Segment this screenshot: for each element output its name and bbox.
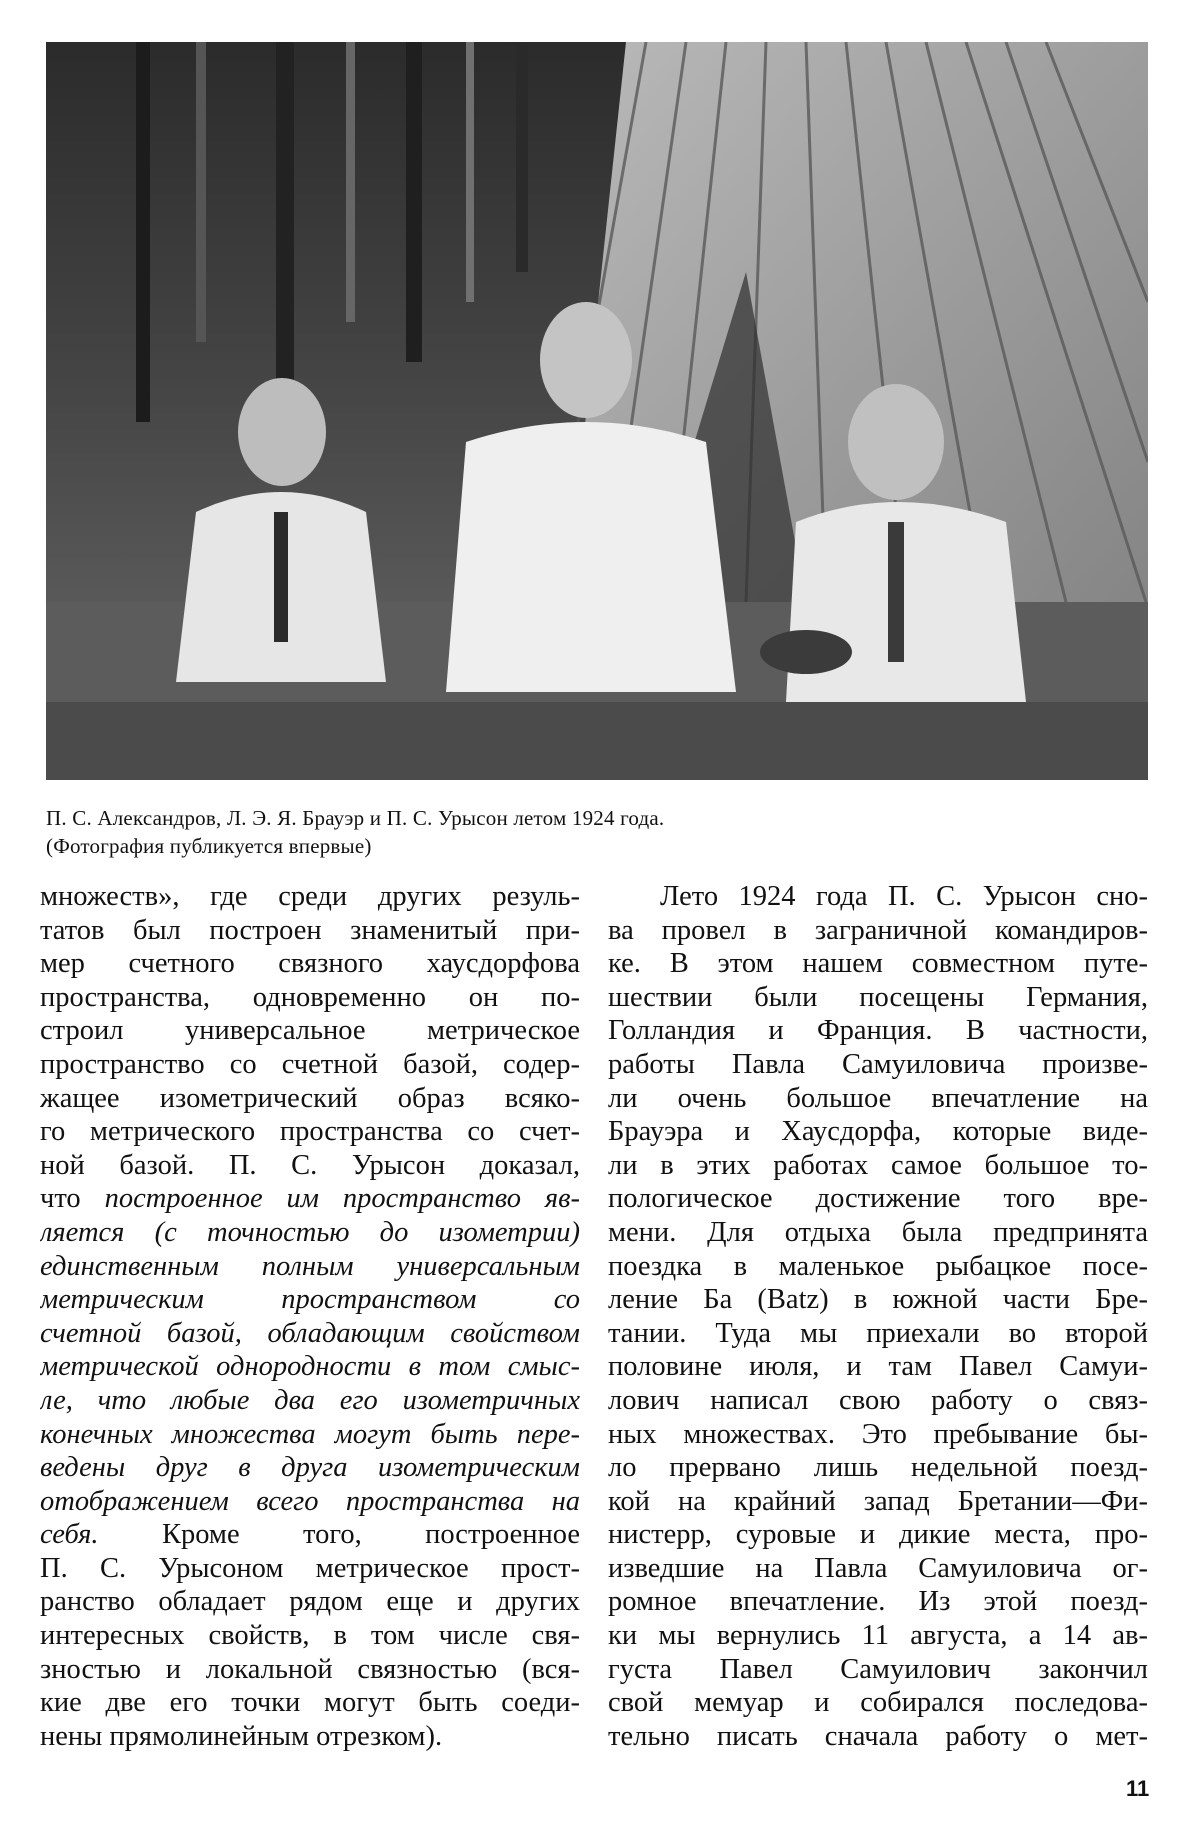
text-line-mixed: [40, 1518, 580, 1552]
text-line: тании. Туда мы приехали во второй: [608, 1317, 1148, 1349]
text-column-left: [40, 880, 580, 1753]
text-line: лович написал свою работу о связ-: [608, 1384, 1148, 1416]
text-line: густа Павел Самуилович закончил: [608, 1653, 1148, 1685]
caption-line: (Фотография публикуется впервые): [46, 834, 372, 858]
text-line: мени. Для отдыха была предпринята: [608, 1216, 1148, 1248]
text-line: ке. В этом нашем совместном путе-: [608, 948, 1148, 980]
text-line: ло прервано лишь недельной поезд-: [608, 1452, 1148, 1484]
text-line: интересных свойств, в том числе свя-: [40, 1620, 580, 1652]
text-line: ромное впечатление. Из этой поезд-: [608, 1586, 1148, 1618]
italic-line: счетной базой, обладающим свойством: [40, 1317, 580, 1349]
italic-line: ведены друг в друга изометрическим: [40, 1452, 580, 1484]
text-line: татов был построен знаменитый при-: [40, 914, 580, 946]
photo-caption: [46, 804, 1146, 860]
text-line: поездка в маленькое рыбацкое посе-: [608, 1250, 1148, 1282]
italic-line: метрической однородности в том смыс-: [40, 1351, 580, 1383]
italic-line: ле, что любые два его изометричных: [40, 1384, 580, 1416]
text-segment: Кроме того, построенное: [161, 1519, 580, 1551]
text-line: ранство обладает рядом еще и других: [40, 1586, 580, 1618]
text-line: пространство со счетной базой, содер-: [40, 1048, 580, 1080]
text-line: Брауэра и Хаусдорфа, которые виде-: [608, 1116, 1148, 1148]
text-line: ва провел в заграничной командиров-: [608, 914, 1148, 946]
text-line: жащее изометрический образ всяко-: [40, 1082, 580, 1114]
text-line: тельно писать сначала работу о мет-: [608, 1720, 1148, 1752]
text-column-right: [608, 880, 1148, 1753]
text-line: ление Ба (Batz) в южной части Бре-: [608, 1284, 1148, 1316]
text-line: ки мы вернулись 11 августа, а 14 ав-: [608, 1620, 1148, 1652]
text-line: зностью и локальной связностью (вся-: [40, 1653, 580, 1685]
text-line: ных множествах. Это пребывание бы-: [608, 1418, 1148, 1450]
text-line: работы Павла Самуиловича произве-: [608, 1048, 1148, 1080]
text-line: нистерр, суровые и дикие места, про-: [608, 1519, 1148, 1551]
text-line: мер счетного связного хаусдорфова: [40, 948, 580, 980]
text-line: П. С. Урысоном метрическое прост-: [40, 1552, 580, 1584]
photograph: [46, 42, 1148, 780]
text-line: строил универсальное метрическое: [40, 1015, 580, 1047]
italic-line: конечных множества могут быть пере-: [40, 1418, 580, 1450]
caption-line: П. С. Александров, Л. Э. Я. Брауэр и П. С. Урысон летом 1924 года.: [46, 806, 665, 830]
text-line: изведшие на Павла Самуиловича ог-: [608, 1552, 1148, 1584]
text-line-mixed: [40, 1182, 580, 1216]
text-line: половине июля, и там Павел Самуи-: [608, 1351, 1148, 1383]
text-line: шествии были посещены Германия,: [608, 981, 1148, 1013]
text-line: свой мемуар и собирался последова-: [608, 1687, 1148, 1719]
text-line: нены прямолинейным отрезком).: [40, 1720, 443, 1752]
text-line: ной базой. П. С. Урысон доказал,: [40, 1149, 580, 1181]
text-line: Лето 1924 года П. С. Урысон сно-: [660, 881, 1148, 912]
text-line: ли в этих работах самое большое то-: [608, 1149, 1148, 1181]
text-line: кой на крайний запад Бретании—Фи-: [608, 1485, 1148, 1517]
text-segment: что: [40, 1183, 81, 1215]
text-line: пологическое достижение того вре-: [608, 1183, 1148, 1215]
italic-line: единственным полным универсальным: [40, 1250, 580, 1282]
text-line: ли очень большое впечатление на: [608, 1082, 1148, 1114]
text-line: Голландия и Франция. В частности,: [608, 1015, 1148, 1047]
italic-segment: себя.: [40, 1519, 99, 1551]
italic-line: метрическим пространством со: [40, 1284, 580, 1316]
text-line: множеств», где среди других резуль-: [40, 881, 580, 912]
text-line: пространства, одновременно он по-: [40, 981, 580, 1013]
italic-line: отображением всего пространства на: [40, 1485, 580, 1517]
text-line: го метрического пространства со счет-: [40, 1116, 580, 1148]
italic-segment: построенное им пространство яв-: [104, 1183, 580, 1215]
italic-line: ляется (с точностью до изометрии): [40, 1216, 580, 1248]
page-number: 11: [1126, 1776, 1150, 1801]
text-line: кие две его точки могут быть соеди-: [40, 1687, 580, 1719]
